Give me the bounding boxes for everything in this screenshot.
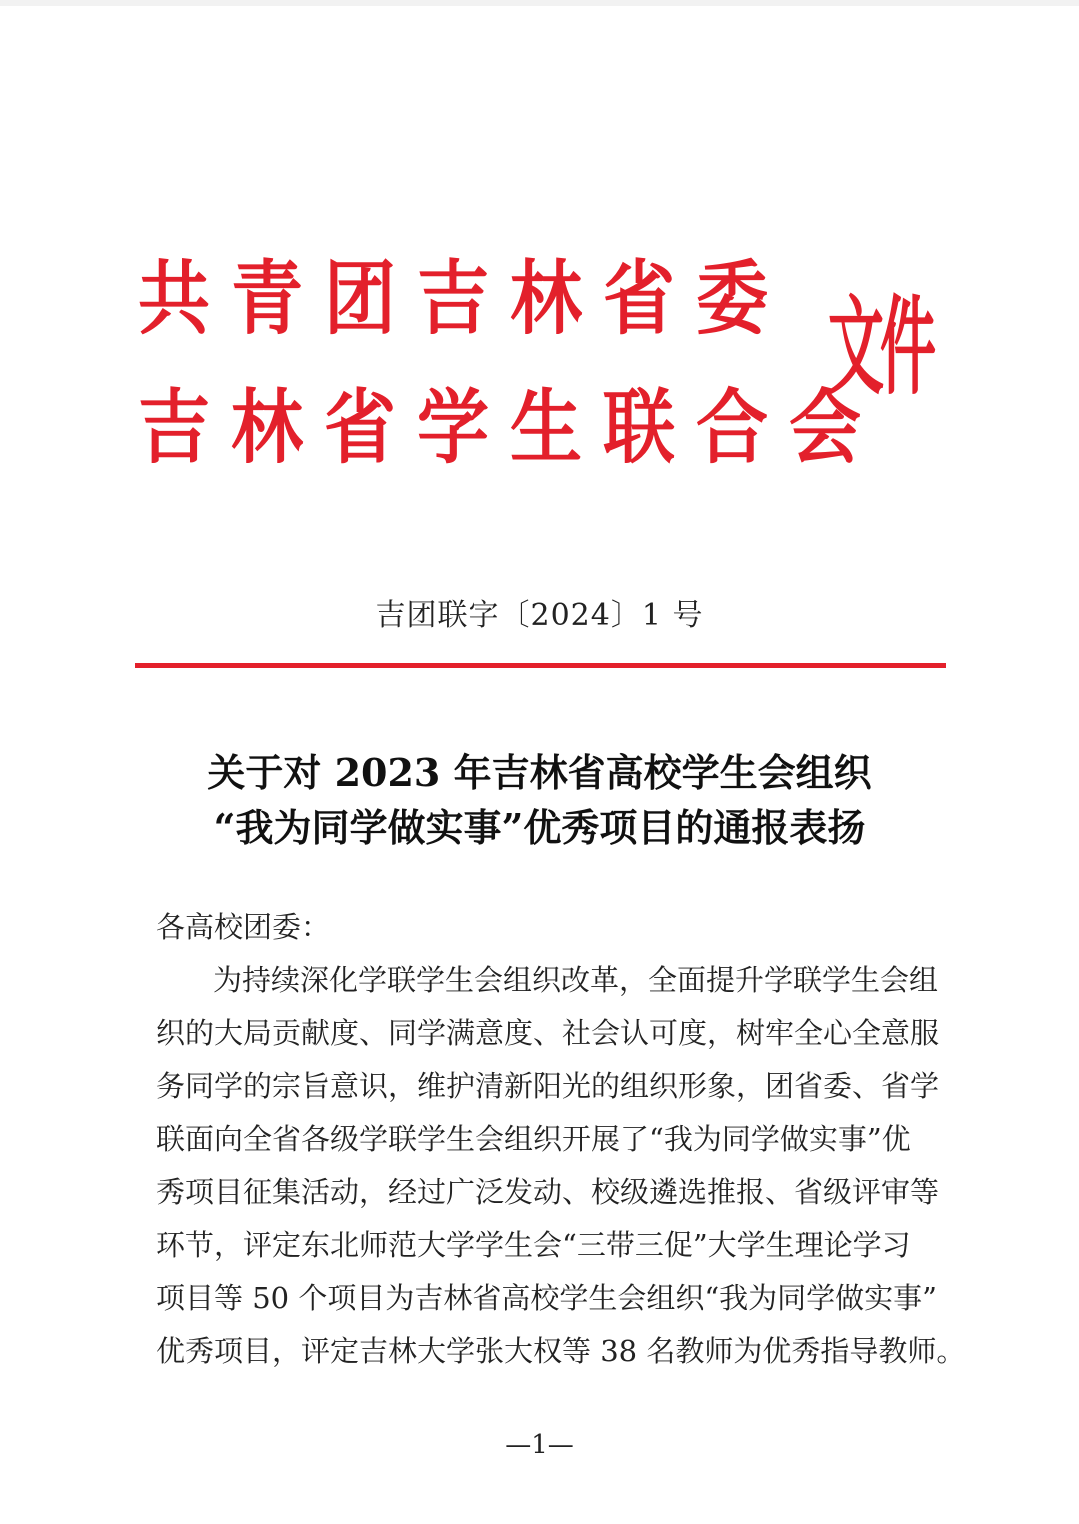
paragraph-line: 项目等 50 个项目为吉林省高校学生会组织“我为同学做实事” [156,1281,937,1315]
paragraph-line: 为持续深化学联学生会组织改革，全面提升学联学生会组 [213,963,939,997]
document-page [0,6,1079,1524]
paragraph-line: 环节，评定东北师范大学学生会“三带三促”大学生理论学习 [156,1228,911,1262]
document-number: 吉团联字〔2024〕1 号 [375,598,704,633]
page-number: —1— [505,1430,574,1460]
salutation: 各高校团委： [156,910,331,944]
paragraph-line: 秀项目征集活动，经过广泛发动、校级遴选推报、省级评审等 [156,1175,940,1209]
paragraph-line: 务同学的宗旨意识，维护清新阳光的组织形象，团省委、省学 [156,1069,940,1103]
issuer-line-2: 吉林省学生联合会 [138,379,883,475]
document-type-label: 文件 [828,284,932,410]
issuer-line-1: 共青团吉林省委 [138,250,790,346]
paragraph-line: 织的大局贡献度、同学满意度、社会认可度，树牢全心全意服 [156,1016,940,1050]
paragraph-line: 联面向全省各级学联学生会组织开展了“我为同学做实事”优 [156,1122,911,1156]
red-divider [135,663,946,668]
title-line-1: 关于对 2023 年吉林省高校学生会组织 [207,750,872,795]
title-line-2: “我为同学做实事”优秀项目的通报表扬 [213,805,866,850]
paragraph-line: 优秀项目，评定吉林大学张大权等 38 名教师为优秀指导教师。 [156,1334,966,1368]
